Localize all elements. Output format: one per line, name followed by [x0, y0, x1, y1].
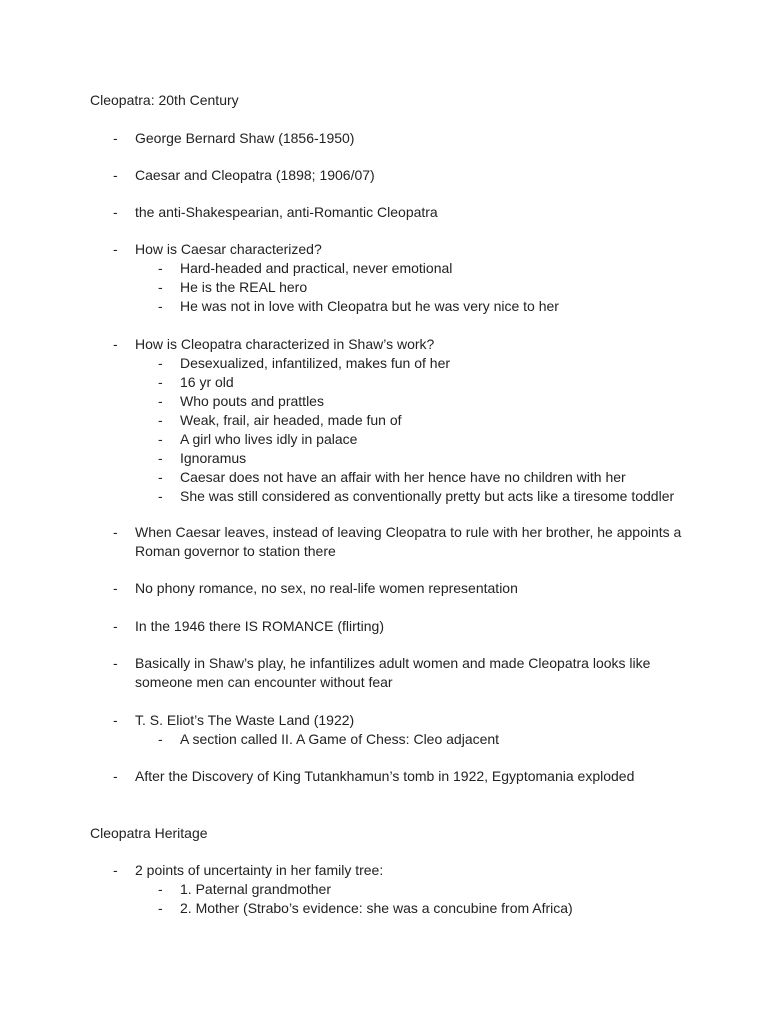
bullet-text: How is Cleopatra characterized in Shaw’s work?	[135, 336, 435, 352]
bullet-dash: -	[113, 204, 118, 220]
bullet-item	[113, 579, 685, 598]
bullet-dash: -	[113, 712, 118, 728]
bullet-dash: -	[113, 130, 118, 146]
sub-bullet-dash: -	[158, 279, 163, 295]
sub-bullet-item	[158, 449, 730, 468]
sub-bullet-dash: -	[158, 488, 163, 504]
sub-bullet-text: 2. Mother (Strabo’s evidence: she was a concubine from Africa)	[180, 900, 573, 916]
sub-bullet-dash: -	[158, 450, 163, 466]
sub-bullet-dash: -	[158, 881, 163, 897]
sub-bullet-item	[158, 899, 730, 918]
bullet-text: George Bernard Shaw (1856-1950)	[135, 130, 355, 146]
sub-bullet-text: Caesar does not have an affair with her hence have no children with her	[180, 469, 626, 485]
sub-bullet-dash: -	[158, 431, 163, 447]
bullet-item	[113, 166, 685, 185]
bullet-item	[113, 767, 685, 786]
sub-bullet-text: She was still considered as conventionally pretty but acts like a tiresome toddler	[180, 488, 675, 504]
sub-bullet-dash: -	[158, 469, 163, 485]
bullet-text: T. S. Eliot’s The Waste Land (1922)	[135, 712, 355, 728]
bullet-item	[113, 654, 685, 692]
bullet-text: In the 1946 there IS ROMANCE (flirting)	[135, 618, 384, 634]
bullet-item	[113, 617, 685, 636]
bullet-text: No phony romance, no sex, no real-life women representation	[135, 580, 518, 596]
bullet-text: 2 points of uncertainty in her family tree:	[135, 862, 384, 878]
sub-bullet-dash: -	[158, 393, 163, 409]
sub-bullet-item	[158, 392, 730, 411]
sub-bullet-text: 1. Paternal grandmother	[180, 881, 331, 897]
sub-bullet-text: Desexualized, infantilized, makes fun of her	[180, 355, 451, 371]
sub-bullet-item	[158, 373, 730, 392]
sub-bullet-text: Ignoramus	[180, 450, 247, 466]
section-heading-20th-century: Cleopatra: 20th Century	[90, 92, 239, 108]
sub-bullet-dash: -	[158, 260, 163, 276]
sub-bullet-item	[158, 354, 730, 373]
bullet-item	[113, 861, 730, 918]
sub-bullet-dash: -	[158, 374, 163, 390]
sub-bullet-dash: -	[158, 412, 163, 428]
bullet-dash: -	[113, 862, 118, 878]
bullet-dash: -	[113, 167, 118, 183]
sub-bullet-item	[158, 730, 730, 749]
bullet-dash: -	[113, 580, 118, 596]
bullet-dash: -	[113, 524, 118, 540]
bullet-text: When Caesar leaves, instead of leaving Cleopatra to rule with her brother, he appoints a Roman governor to station there	[135, 524, 682, 559]
sub-bullet-dash: -	[158, 900, 163, 916]
section-heading-heritage: Cleopatra Heritage	[90, 825, 208, 841]
sub-bullet-item	[158, 880, 730, 899]
sub-bullet-text: He is the REAL hero	[180, 279, 308, 295]
sub-bullet-item	[158, 297, 730, 316]
sub-bullet-item	[158, 278, 730, 297]
bullet-item	[113, 203, 685, 222]
bullet-text: After the Discovery of King Tutankhamun’s tomb in 1922, Egyptomania exploded	[135, 768, 635, 784]
sub-bullet-item	[158, 487, 730, 506]
sub-bullet-text: A section called II. A Game of Chess: Cleo adjacent	[180, 731, 500, 747]
bullet-dash: -	[113, 241, 118, 257]
sub-bullet-text: 16 yr old	[180, 374, 234, 390]
sub-bullet-text: Hard-headed and practical, never emotional	[180, 260, 453, 276]
sub-bullet-text: Weak, frail, air headed, made fun of	[180, 412, 402, 428]
sub-bullet-dash: -	[158, 731, 163, 747]
bullet-dash: -	[113, 655, 118, 671]
bullet-item	[113, 240, 730, 316]
sub-bullet-item	[158, 430, 730, 449]
bullet-text: How is Caesar characterized?	[135, 241, 322, 257]
bullet-dash: -	[113, 618, 118, 634]
sub-bullet-item	[158, 259, 730, 278]
bullet-text: Basically in Shaw’s play, he infantilizes adult women and made Cleopatra looks like someone men can encounter without fear	[135, 655, 651, 690]
bullet-item	[113, 711, 730, 749]
sub-bullet-text: Who pouts and prattles	[180, 393, 324, 409]
bullet-dash: -	[113, 336, 118, 352]
sub-bullet-text: A girl who lives idly in palace	[180, 431, 358, 447]
bullet-item	[113, 523, 685, 561]
bullet-dash: -	[113, 768, 118, 784]
sub-bullet-text: He was not in love with Cleopatra but he was very nice to her	[180, 298, 559, 314]
sub-bullet-dash: -	[158, 355, 163, 371]
bullet-text: the anti-Shakespearian, anti-Romantic Cleopatra	[135, 204, 438, 220]
bullet-item	[113, 335, 730, 506]
bullet-text: Caesar and Cleopatra (1898; 1906/07)	[135, 167, 375, 183]
sub-bullet-dash: -	[158, 298, 163, 314]
sub-bullet-item	[158, 411, 730, 430]
bullet-item	[113, 129, 685, 148]
sub-bullet-item	[158, 468, 730, 487]
